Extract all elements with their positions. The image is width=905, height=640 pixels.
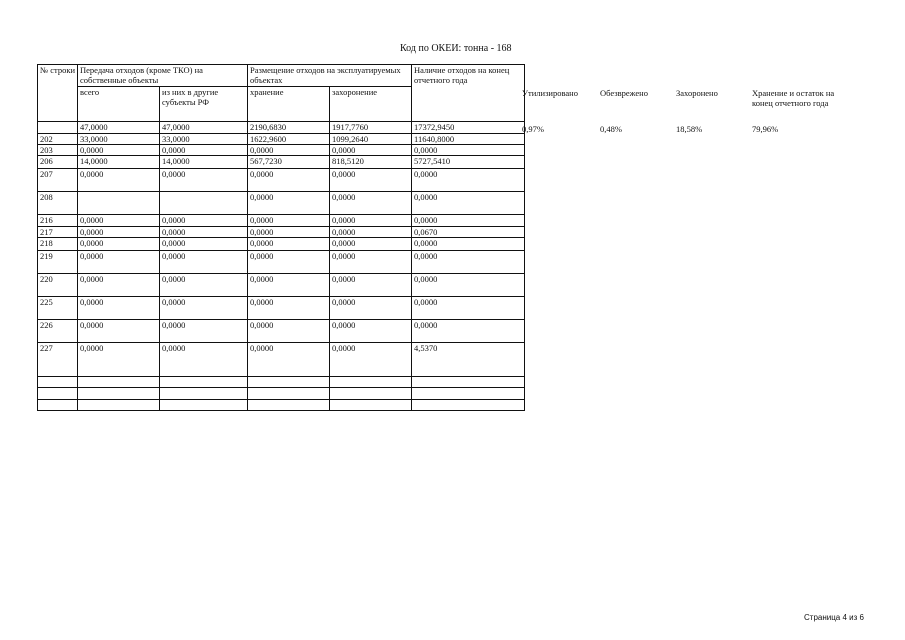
value-cell: 0,0000 [330, 343, 412, 377]
value-cell: 11640,8000 [412, 134, 525, 145]
value-cell: 1622,9600 [248, 134, 330, 145]
header-transfer-all: всего [78, 87, 160, 122]
value-cell: 4,5370 [412, 343, 525, 377]
table-row [38, 169, 525, 192]
value-cell: 14,0000 [160, 156, 248, 169]
okei-code: Код по ОКЕИ: тонна - 168 [400, 43, 512, 54]
row-number-cell: 203 [38, 145, 78, 156]
value-cell: 0,0000 [248, 238, 330, 251]
value-cell: 0,0000 [248, 251, 330, 274]
row-number-cell [38, 377, 78, 388]
row-number-cell: 207 [38, 169, 78, 192]
value-cell: 0,0000 [160, 343, 248, 377]
value-cell: 33,0000 [78, 134, 160, 145]
value-cell: 0,0000 [78, 343, 160, 377]
value-cell: 0,0000 [160, 227, 248, 238]
row-number-cell: 219 [38, 251, 78, 274]
value-cell [412, 377, 525, 388]
value-cell: 0,0000 [412, 145, 525, 156]
value-cell: 0,0000 [330, 251, 412, 274]
value-cell: 0,0000 [160, 320, 248, 343]
utilized-value: 0,97% [522, 124, 544, 134]
value-cell [248, 400, 330, 411]
table-row [38, 377, 525, 388]
value-cell [412, 388, 525, 400]
value-cell: 47,0000 [160, 122, 248, 134]
value-cell [248, 388, 330, 400]
value-cell: 0,0000 [330, 215, 412, 227]
value-cell: 0,0000 [160, 274, 248, 297]
value-cell [412, 400, 525, 411]
value-cell: 0,0000 [412, 297, 525, 320]
value-cell: 0,0000 [160, 238, 248, 251]
value-cell: 5727,5410 [412, 156, 525, 169]
row-number-cell: 206 [38, 156, 78, 169]
value-cell: 0,0000 [330, 192, 412, 215]
value-cell [330, 400, 412, 411]
value-cell: 0,0000 [412, 192, 525, 215]
value-cell: 2190,6830 [248, 122, 330, 134]
value-cell: 14,0000 [78, 156, 160, 169]
value-cell: 0,0000 [330, 320, 412, 343]
table-row [38, 400, 525, 411]
table-row [38, 192, 525, 215]
table-row [38, 297, 525, 320]
value-cell: 0,0000 [330, 169, 412, 192]
neutralized-label: Обезврежено [600, 88, 648, 98]
row-number-cell: 217 [38, 227, 78, 238]
value-cell: 0,0000 [160, 145, 248, 156]
value-cell [78, 377, 160, 388]
value-cell [248, 377, 330, 388]
value-cell: 0,0000 [78, 320, 160, 343]
row-number-cell: 218 [38, 238, 78, 251]
row-number-cell [38, 388, 78, 400]
value-cell: 0,0000 [330, 274, 412, 297]
value-cell: 1917,7760 [330, 122, 412, 134]
value-cell: 0,0000 [160, 251, 248, 274]
value-cell: 0,0000 [160, 297, 248, 320]
header-storage: хранение [248, 87, 330, 122]
value-cell: 0,0000 [248, 297, 330, 320]
value-cell: 0,0000 [78, 215, 160, 227]
table-row [38, 122, 525, 134]
table-row [38, 238, 525, 251]
value-cell: 0,0000 [330, 227, 412, 238]
value-cell: 0,0000 [330, 145, 412, 156]
table-row [38, 145, 525, 156]
value-cell [330, 377, 412, 388]
table-row [38, 134, 525, 145]
value-cell: 0,0000 [412, 274, 525, 297]
storage-value: 79,96% [752, 124, 779, 134]
row-number-cell: 202 [38, 134, 78, 145]
value-cell: 0,0000 [330, 238, 412, 251]
value-cell [160, 400, 248, 411]
header-transfer-other: из них в другие субъекты РФ [160, 87, 248, 122]
value-cell: 47,0000 [78, 122, 160, 134]
value-cell: 0,0000 [412, 238, 525, 251]
header-transfer: Передача отходов (кроме ТКО) на собственные объекты [78, 65, 248, 87]
buried-value: 18,58% [676, 124, 703, 134]
row-number-cell: 225 [38, 297, 78, 320]
value-cell: 0,0000 [78, 238, 160, 251]
storage-left-label: Хранение и остаток на конец отчетного года [752, 88, 835, 108]
buried-label: Захоронено [676, 88, 718, 98]
page-number: Страница 4 из 6 [804, 613, 864, 622]
row-number-cell: 208 [38, 192, 78, 215]
value-cell: 0,0000 [248, 145, 330, 156]
value-cell: 0,0000 [78, 145, 160, 156]
value-cell: 33,0000 [160, 134, 248, 145]
value-cell: 0,0000 [330, 297, 412, 320]
table-row [38, 156, 525, 169]
value-cell: 0,0000 [248, 169, 330, 192]
value-cell [160, 388, 248, 400]
value-cell [78, 388, 160, 400]
value-cell [78, 192, 160, 215]
table-row [38, 320, 525, 343]
value-cell: 567,7230 [248, 156, 330, 169]
header-presence: Наличие отходов на конец отчетного года [412, 65, 525, 122]
value-cell: 0,0000 [248, 227, 330, 238]
value-cell: 1099,2640 [330, 134, 412, 145]
value-cell: 0,0000 [78, 251, 160, 274]
value-cell [160, 377, 248, 388]
value-cell: 0,0000 [78, 274, 160, 297]
row-number-cell [38, 122, 78, 134]
table-row [38, 215, 525, 227]
value-cell: 0,0000 [248, 320, 330, 343]
value-cell [330, 388, 412, 400]
value-cell: 0,0000 [248, 343, 330, 377]
value-cell: 0,0000 [248, 274, 330, 297]
value-cell: 0,0000 [160, 215, 248, 227]
value-cell: 0,0000 [412, 320, 525, 343]
value-cell: 0,0000 [78, 297, 160, 320]
waste-table [37, 64, 525, 411]
row-number-cell [38, 400, 78, 411]
value-cell: 0,0000 [412, 169, 525, 192]
value-cell: 0,0000 [248, 215, 330, 227]
row-number-cell: 220 [38, 274, 78, 297]
value-cell: 17372,9450 [412, 122, 525, 134]
row-number-cell: 226 [38, 320, 78, 343]
value-cell: 0,0000 [412, 251, 525, 274]
neutralized-value: 0,48% [600, 124, 622, 134]
header-burial: захоронение [330, 87, 412, 122]
value-cell: 0,0000 [78, 227, 160, 238]
value-cell [160, 192, 248, 215]
value-cell [78, 400, 160, 411]
utilized-label: Утилизировано [522, 88, 578, 98]
table-row [38, 227, 525, 238]
value-cell: 0,0000 [160, 169, 248, 192]
header-placement: Размещение отходов на эксплуатируемых объектах [248, 65, 412, 87]
table-row [38, 274, 525, 297]
table-row [38, 343, 525, 377]
header-row-number: № строки [38, 65, 78, 122]
value-cell: 0,0670 [412, 227, 525, 238]
value-cell: 0,0000 [78, 169, 160, 192]
value-cell: 818,5120 [330, 156, 412, 169]
value-cell: 0,0000 [412, 215, 525, 227]
row-number-cell: 216 [38, 215, 78, 227]
table-row [38, 251, 525, 274]
row-number-cell: 227 [38, 343, 78, 377]
table-row [38, 388, 525, 400]
value-cell: 0,0000 [248, 192, 330, 215]
